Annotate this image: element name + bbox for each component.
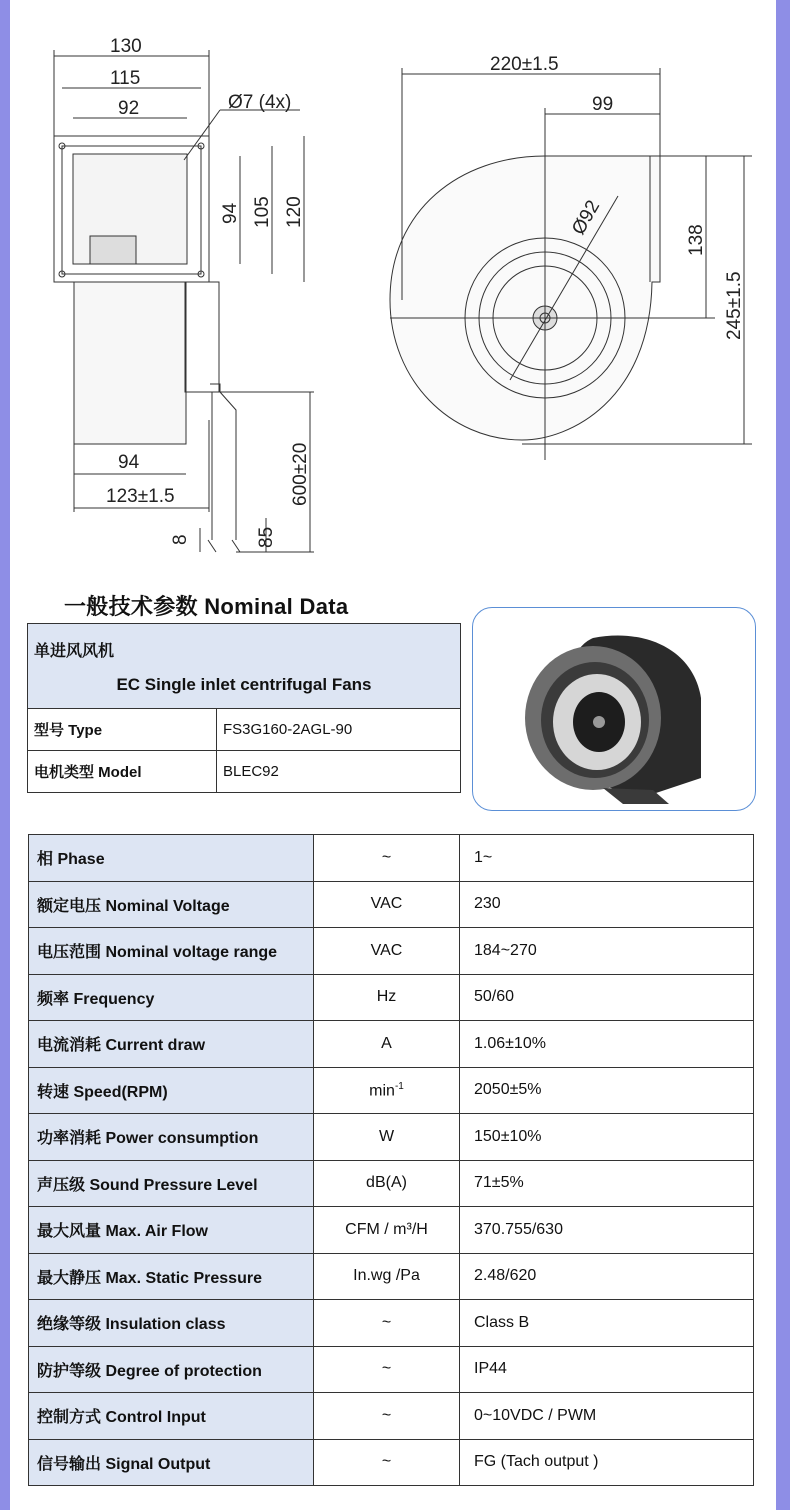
model-value: BLEC92: [217, 751, 461, 793]
spec-unit: [314, 1346, 460, 1393]
dim-92: 92: [118, 98, 140, 119]
spec-row: [29, 1160, 754, 1207]
spec-unit-text: CFM / m³/H: [345, 1220, 428, 1238]
spec-row: [29, 1253, 754, 1300]
type-value: FS3G160-2AGL-90: [217, 709, 461, 751]
dim-hole: Ø7 (4x): [228, 92, 292, 113]
spec-unit: [314, 1067, 460, 1114]
spec-value: 150±10%: [460, 1114, 754, 1161]
spec-value: 1.06±10%: [460, 1021, 754, 1068]
spec-unit-text: ~: [381, 1360, 392, 1378]
summary-header: [28, 624, 461, 709]
spec-param: 电压范围 Nominal voltage range: [29, 928, 314, 975]
spec-param: 控制方式 Control Input: [29, 1393, 314, 1440]
spec-unit-sup: -1: [394, 1080, 404, 1092]
spec-unit-text: ~: [381, 848, 392, 866]
spec-row: [29, 1346, 754, 1393]
spec-table: [28, 834, 754, 1486]
dim-85: 85: [256, 526, 277, 548]
spec-param: 相 Phase: [29, 835, 314, 882]
datasheet-page: [10, 0, 776, 1510]
dim-130: 130: [110, 36, 142, 57]
spec-unit-text: ~: [381, 1313, 392, 1331]
spec-row: [29, 835, 754, 882]
dim-245: 245±1.5: [724, 271, 745, 340]
spec-row: [29, 1021, 754, 1068]
spec-unit-text: VAC: [370, 895, 403, 913]
spec-row: [29, 881, 754, 928]
spec-value: 71±5%: [460, 1160, 754, 1207]
spec-value: 50/60: [460, 974, 754, 1021]
spec-value: 1~: [460, 835, 754, 882]
spec-unit: [314, 928, 460, 975]
spec-value: 230: [460, 881, 754, 928]
dim-600: 600±20: [290, 442, 311, 506]
table-row: [28, 709, 461, 751]
spec-value: Class B: [460, 1300, 754, 1347]
spec-param: 功率消耗 Power consumption: [29, 1114, 314, 1161]
spec-param: 最大静压 Max. Static Pressure: [29, 1253, 314, 1300]
spec-value: 2050±5%: [460, 1067, 754, 1114]
spec-param: 电流消耗 Current draw: [29, 1021, 314, 1068]
table-row: [28, 751, 461, 793]
spec-param: 最大风量 Max. Air Flow: [29, 1207, 314, 1254]
spec-row: [29, 1114, 754, 1161]
spec-unit: [314, 835, 460, 882]
dim-dia92: Ø92: [568, 196, 605, 239]
spec-value: 0~10VDC / PWM: [460, 1393, 754, 1440]
nominal-data-heading: 一般技术参数 Nominal Data: [64, 594, 349, 619]
spec-unit: [314, 1393, 460, 1440]
spec-row: [29, 1207, 754, 1254]
dim-99: 99: [592, 94, 614, 115]
dim-8: 8: [170, 534, 191, 545]
spec-unit: [314, 1439, 460, 1486]
dim-123: 123±1.5: [106, 486, 175, 507]
spec-row: [29, 1439, 754, 1486]
spec-param: 转速 Speed(RPM): [29, 1067, 314, 1114]
spec-row: [29, 1067, 754, 1114]
spec-unit-text: ~: [381, 1406, 392, 1424]
spec-param: 绝缘等级 Insulation class: [29, 1300, 314, 1347]
spec-unit: [314, 1160, 460, 1207]
spec-unit-text: dB(A): [366, 1174, 407, 1192]
spec-unit-text: In.wg /Pa: [353, 1267, 420, 1285]
spec-unit: [314, 1300, 460, 1347]
spec-unit: [314, 1021, 460, 1068]
spec-param: 防护等级 Degree of protection: [29, 1346, 314, 1393]
spec-unit: [314, 1114, 460, 1161]
spec-unit-text: VAC: [370, 941, 403, 959]
spec-unit-text: W: [378, 1127, 395, 1145]
spec-value: 184~270: [460, 928, 754, 975]
spec-unit: [314, 1253, 460, 1300]
spec-param: 信号输出 Signal Output: [29, 1439, 314, 1486]
spec-unit: [314, 1207, 460, 1254]
model-label: 电机类型 Model: [28, 751, 217, 793]
spec-unit-text: ~: [381, 1453, 392, 1471]
dim-94-h: 94: [118, 452, 140, 473]
summary-table: [27, 623, 461, 793]
spec-value: 370.755/630: [460, 1207, 754, 1254]
product-image-frame: [472, 607, 756, 811]
spec-value: IP44: [460, 1346, 754, 1393]
spec-param: 频率 Frequency: [29, 974, 314, 1021]
dim-138: 138: [686, 224, 707, 256]
dim-115: 115: [110, 68, 141, 89]
spec-row: [29, 974, 754, 1021]
spec-value: 2.48/620: [460, 1253, 754, 1300]
spec-row: [29, 1300, 754, 1347]
dim-94-v: 94: [220, 202, 241, 224]
summary-title-zh: 单进风风机: [34, 643, 115, 660]
spec-unit-text: A: [381, 1034, 392, 1052]
spec-unit: [314, 881, 460, 928]
type-label: 型号 Type: [28, 709, 217, 751]
spec-value: FG (Tach output ): [460, 1439, 754, 1486]
technical-drawing: [10, 0, 776, 580]
dim-220: 220±1.5: [490, 54, 559, 75]
spec-row: [29, 928, 754, 975]
fan-product-image: [473, 608, 755, 810]
spec-param: 额定电压 Nominal Voltage: [29, 881, 314, 928]
spec-row: [29, 1393, 754, 1440]
spec-unit-text: min: [369, 1081, 395, 1099]
summary-title-en: EC Single inlet centrifugal Fans: [116, 675, 372, 694]
spec-unit: [314, 974, 460, 1021]
dim-120: 120: [284, 196, 305, 228]
dim-105: 105: [252, 196, 273, 228]
spec-param: 声压级 Sound Pressure Level: [29, 1160, 314, 1207]
spec-unit-text: Hz: [376, 988, 397, 1006]
